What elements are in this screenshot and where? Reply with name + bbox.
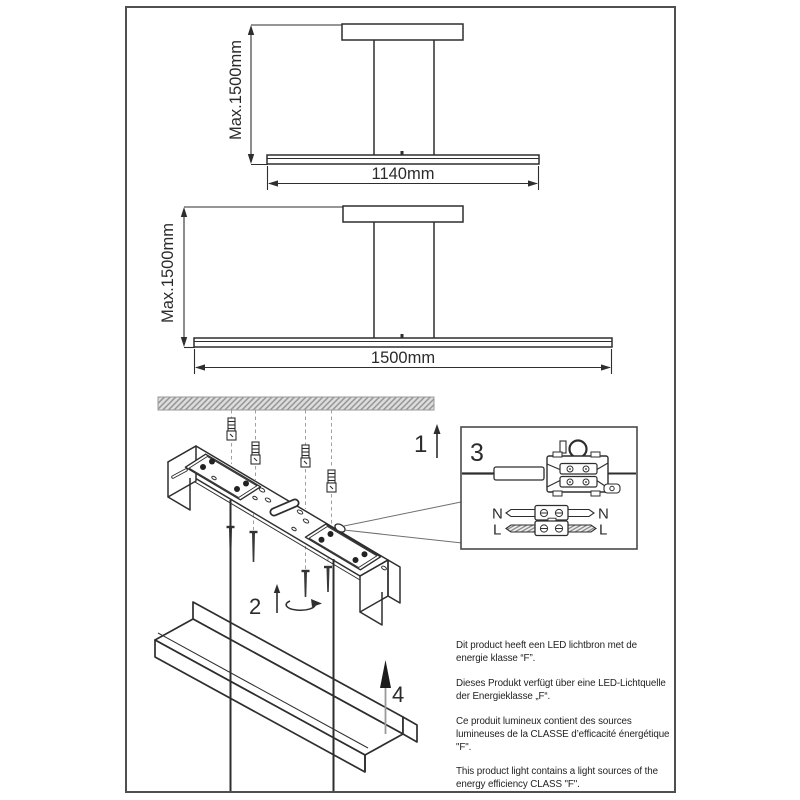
mounting-bracket	[168, 446, 400, 625]
ceiling-canopy	[342, 24, 463, 40]
notice-en: This product light contains a light sources of the energy efficiency CLASS "F".	[456, 766, 658, 791]
height-dimension-label: Max.1500mm	[159, 223, 177, 323]
ceiling-hatch	[158, 397, 434, 410]
dim-arrow-up-icon	[181, 207, 187, 217]
wall-plug-icon	[327, 470, 336, 492]
step2-number: 2	[249, 594, 262, 619]
dim-arrow-left-icon	[268, 180, 278, 186]
terminal-n-left-label: N	[492, 505, 503, 523]
lamp-rail	[155, 602, 417, 772]
notice-de: Dieses Produkt verfügt über eine LED-Lichtquelle der Energieklasse „F“.	[456, 677, 666, 702]
terminal-n-right-label: N	[598, 505, 609, 523]
leader-line	[344, 502, 461, 526]
width-dimension-label: 1500mm	[370, 349, 436, 367]
height-dimension-label: Max.1500mm	[227, 40, 245, 140]
screw-icon	[302, 571, 310, 597]
dim-arrow-down-icon	[248, 154, 254, 164]
pendant-drawing-large	[159, 206, 612, 374]
dim-arrow-right-icon	[601, 364, 611, 370]
step1-number: 1	[414, 431, 428, 458]
pendant-drawing-small	[227, 24, 539, 190]
height-dimension	[181, 207, 343, 348]
dim-arrow-right-icon	[528, 180, 538, 186]
screw-icon	[250, 532, 258, 562]
screw-icon	[324, 567, 332, 592]
lamp-bar	[194, 338, 612, 347]
wall-plug-icon	[227, 418, 236, 440]
wiring-detail-box	[461, 427, 637, 549]
up-arrow-icon	[274, 584, 280, 613]
step3-number: 3	[470, 439, 484, 467]
dim-arrow-up-icon	[248, 25, 254, 35]
wall-plug-icon	[251, 442, 260, 464]
width-dimension-label: 1140mm	[371, 165, 435, 183]
up-arrow-icon	[434, 424, 441, 458]
ceiling-canopy	[343, 206, 463, 222]
dim-arrow-left-icon	[195, 364, 205, 370]
height-dimension	[248, 25, 342, 165]
terminal-l-left-label: L	[493, 521, 502, 539]
lamp-bar	[267, 155, 539, 164]
step4-number: 4	[392, 682, 405, 707]
wall-plug-icon	[301, 445, 310, 467]
notice-fr: Ce produit lumineux contient des sources lumineuses de la CLASSE d’efficacité énergétique "F".	[456, 715, 670, 753]
terminal-l-right-label: L	[599, 521, 608, 539]
dim-arrow-down-icon	[181, 337, 187, 347]
energy-class-notices	[456, 640, 670, 800]
notice-nl: Dit product heeft een LED lichtbron met de energie klasse “F”.	[456, 640, 637, 664]
rotate-arrow-icon	[286, 599, 322, 610]
